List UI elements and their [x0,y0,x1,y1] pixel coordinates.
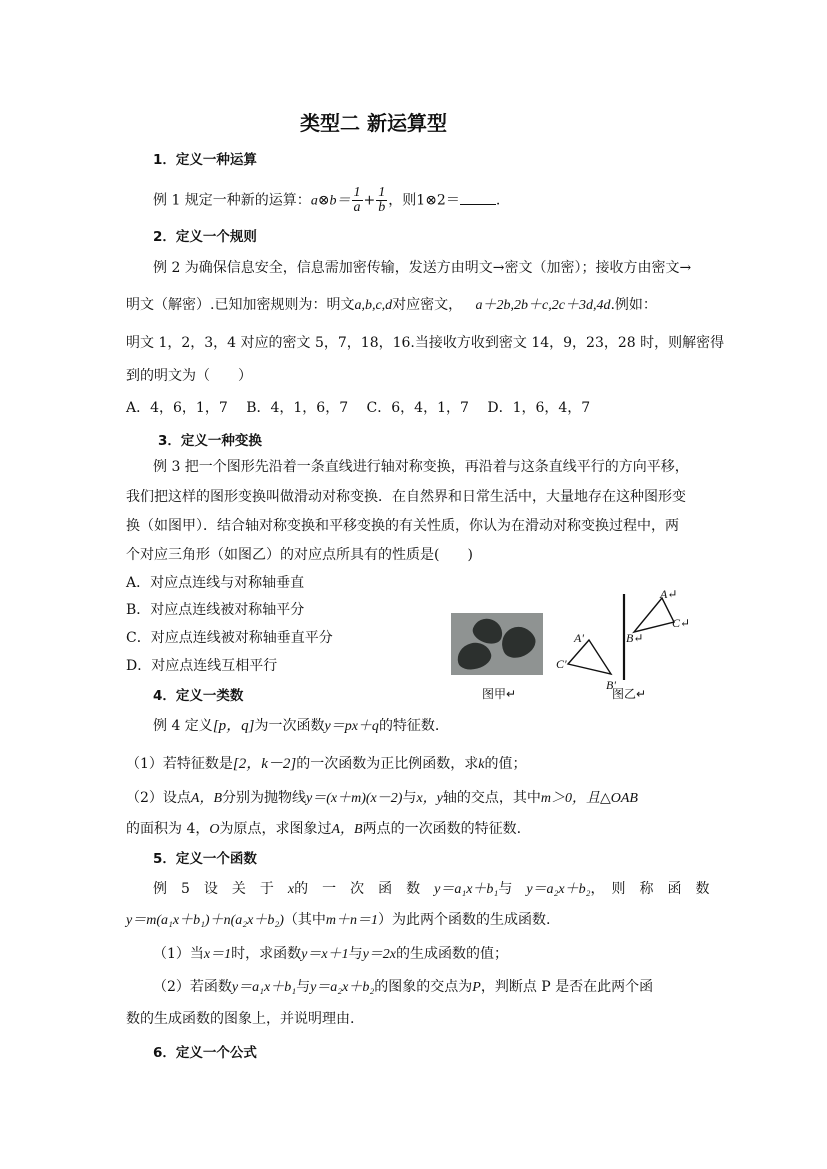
ex4-q1-text-a: （1）若特征数是 [126,756,233,772]
label-c-prime: C' [556,657,567,671]
ex4-text-a: 例 4 定义 [153,718,213,734]
ex5-generating-func: y＝m(a₁x＋b₁)＋n(a₂x＋b₂) [126,913,284,928]
label-a: A↵ [660,587,678,601]
ex5-q1-text-g: 的生成函数的值； [396,946,509,962]
ex4-q2-points: A，B [190,791,223,806]
ex4-q2-axes: x，y [416,791,443,806]
ex5-q1-text-a: （1）当 [153,946,204,962]
label-b-prime: B' [606,678,616,692]
ex5-question-2 [153,977,653,998]
ex2-line-4: 到的明文为（ ） [126,368,252,384]
ex1-prefix: 例 1 规定一种新的运算： [153,192,311,209]
section-heading-5: 5．定义一个函数 [153,851,257,867]
ex5-question-2-cont: 数的生成函数的图象上，并说明理由. [126,1011,355,1027]
ex1-frac-1 [352,186,363,215]
ex4-text-e: 的特征数. [378,718,440,734]
ex5-q2-text-a: （2）若函数 [153,979,232,995]
ex4-q3-points: A，B [331,822,363,837]
ex5-x: x [287,882,295,897]
ex4-q1-feature: [2，k－2] [232,756,297,772]
ex1-frac1-num: 1 [353,185,361,200]
label-a-prime: A' [574,631,584,645]
example-1 [153,186,500,215]
ex5-text-d: ）为此两个函数的生成函数. [378,912,551,928]
ex2-ciphertext-formula: a＋2b,2b＋c,2c＋3d,4d [475,298,611,313]
ex3-line-4: 个对应三角形（如图乙）的对应点所具有的性质是( ) [126,547,473,563]
ex5-q1-func-2: y＝2x [362,947,397,962]
ex1-suffix: ，则1⊗2＝ [388,192,460,209]
ex2-line-3: 明文 1，2，3，4 对应的密文 5，7，18，16.当接收方收到密文 14，9，23，28 时，则解密得 [126,335,725,351]
ex3-option-a: A．对应点连线与对称轴垂直 [126,575,305,591]
section-heading-1: 1．定义一种运算 [153,152,257,168]
ex2-line2-text-c: 对应密文， [392,297,463,313]
ex4-question-2 [126,788,638,809]
ex4-q1-k: k [478,757,485,772]
ex3-line-2: 我们把这样的图形变换叫做滑动对称变换．在自然界和日常生活中，大量地存在这种图形变 [126,489,686,505]
ex4-q3-origin: O [209,822,220,837]
ex5-question-1 [153,944,508,965]
ex4-q3-text-a: 的面积为 4， [126,821,210,837]
ex5-text-g: ， 则 称 函 数 [590,881,710,897]
ex4-q2-text-a: （2）设点 [126,790,191,806]
section-heading-3: 3．定义一种变换 [158,433,262,449]
ex5-q2-text-g: ，判断点 P 是否在此两个函 [480,979,654,995]
answer-blank [460,190,496,205]
label-c: C↵ [672,616,691,630]
section-heading-4: 4．定义一类数 [153,688,244,704]
ex3-option-b: B．对应点连线被对称轴平分 [126,602,305,618]
section-heading-2: 2．定义一个规则 [153,229,257,245]
ex4-q2-condition: m＞0 [540,791,572,806]
leaf-photo-figure [451,613,543,675]
label-b: B↵ [626,631,644,645]
ex4-q2-text-g: 轴的交点，其中 [442,790,541,806]
ex4-question-2-cont [126,819,521,840]
ex5-q2-p: P [472,980,481,995]
ex1-frac2-den: b [378,200,386,215]
ex2-options: A．4，6，1，7 B．4，1，6，7 C．6，4，1，7 D．1，6，4，7 [126,400,591,416]
page-title: 类型二 新运算型 [300,111,447,135]
ex1-plus: + [363,192,376,209]
ex4-q2-text-c: 分别为抛物线 [222,790,307,806]
ex4-text-c: 为一次函数 [254,718,325,734]
ex5-condition: m＋n＝1 [325,913,378,928]
ex4-feature-pq: [p，q] [212,718,255,734]
ex1-frac1-den: a [353,200,361,215]
ex3-line-1: 例 3 把一个图形先沿着一条直线进行轴对称变换，再沿着与这条直线平行的方向平移， [153,459,689,475]
ex5-q2-text-e: 的图象的交点为 [374,979,473,995]
ex5-text-b: （其中 [283,912,326,928]
ex2-line2-text-a: 明文（解密）.已知加密规则为：明文 [126,297,355,313]
glide-reflection-diagram [550,580,700,700]
ex4-q2-triangle: ，且△OAB [572,791,638,806]
ex4-q1-text-e: 的值； [484,756,527,772]
section-heading-6: 6．定义一个公式 [153,1045,257,1061]
figure-b-caption: 图乙↵ [612,687,647,701]
ex5-q1-x: x＝1 [203,947,232,962]
leaf-icon [454,639,494,673]
ex2-line-2 [126,295,657,316]
ex5-line-2 [126,910,550,931]
ex5-q1-text-e: 与 [348,946,363,962]
ex4-q3-text-e: 两点的一次函数的特征数. [362,821,522,837]
ex5-q2-text-c: 与 [296,979,311,995]
ex5-text-a: 例 5 设 关 于 [153,881,288,897]
ex4-linear-func: y＝px＋q [324,719,379,734]
ex5-q1-func-1: y＝x＋1 [301,947,349,962]
ex1-end: . [495,192,501,209]
ex5-func-1: y＝a₁x＋b₁ [434,882,499,897]
ex1-frac2-num: 1 [378,185,386,200]
ex3-line-3: 换（如图甲）．结合轴对称变换和平移变换的有关性质，你认为在滑动对称变换过程中，两 [126,518,679,534]
ex4-line-1 [153,716,439,737]
ex2-plaintext-vars: a,b,c,d [354,298,393,313]
ex4-q2-parabola: y＝(x＋m)(x－2) [306,791,403,806]
ex5-text-e: 与 [498,881,527,897]
ex5-func-2: y＝a₂x＋b₂ [526,882,591,897]
ex1-lhs: a⊗b＝ [310,193,351,209]
ex4-question-1 [126,754,526,775]
ex1-frac-2 [376,186,387,215]
ex5-text-c: 的 一 次 函 数 [294,881,435,897]
ex5-q2-func-2: y＝a₂x＋b₂ [310,980,375,995]
leaf-icon [496,621,539,663]
figure-a-caption: 图甲↵ [482,687,517,701]
ex2-line-1: 例 2 为确保信息安全，信息需加密传输，发送方由明文→密文（加密）；接收方由密文→ [153,260,692,276]
ex4-q1-text-c: 的一次函数为正比例函数，求 [296,756,479,772]
ex4-q3-text-c: 为原点，求图象过 [219,821,332,837]
ex3-option-d: D．对应点连线互相平行 [126,658,278,674]
ex5-line-1 [153,879,709,900]
ex5-q2-func-1: y＝a₁x＋b₁ [231,980,297,995]
ex3-option-c: C．对应点连线被对称轴垂直平分 [126,630,333,646]
ex2-line2-text-e: .例如： [610,297,657,313]
ex4-q2-text-e: 与 [402,790,417,806]
ex5-q1-text-c: 时，求函数 [231,946,302,962]
